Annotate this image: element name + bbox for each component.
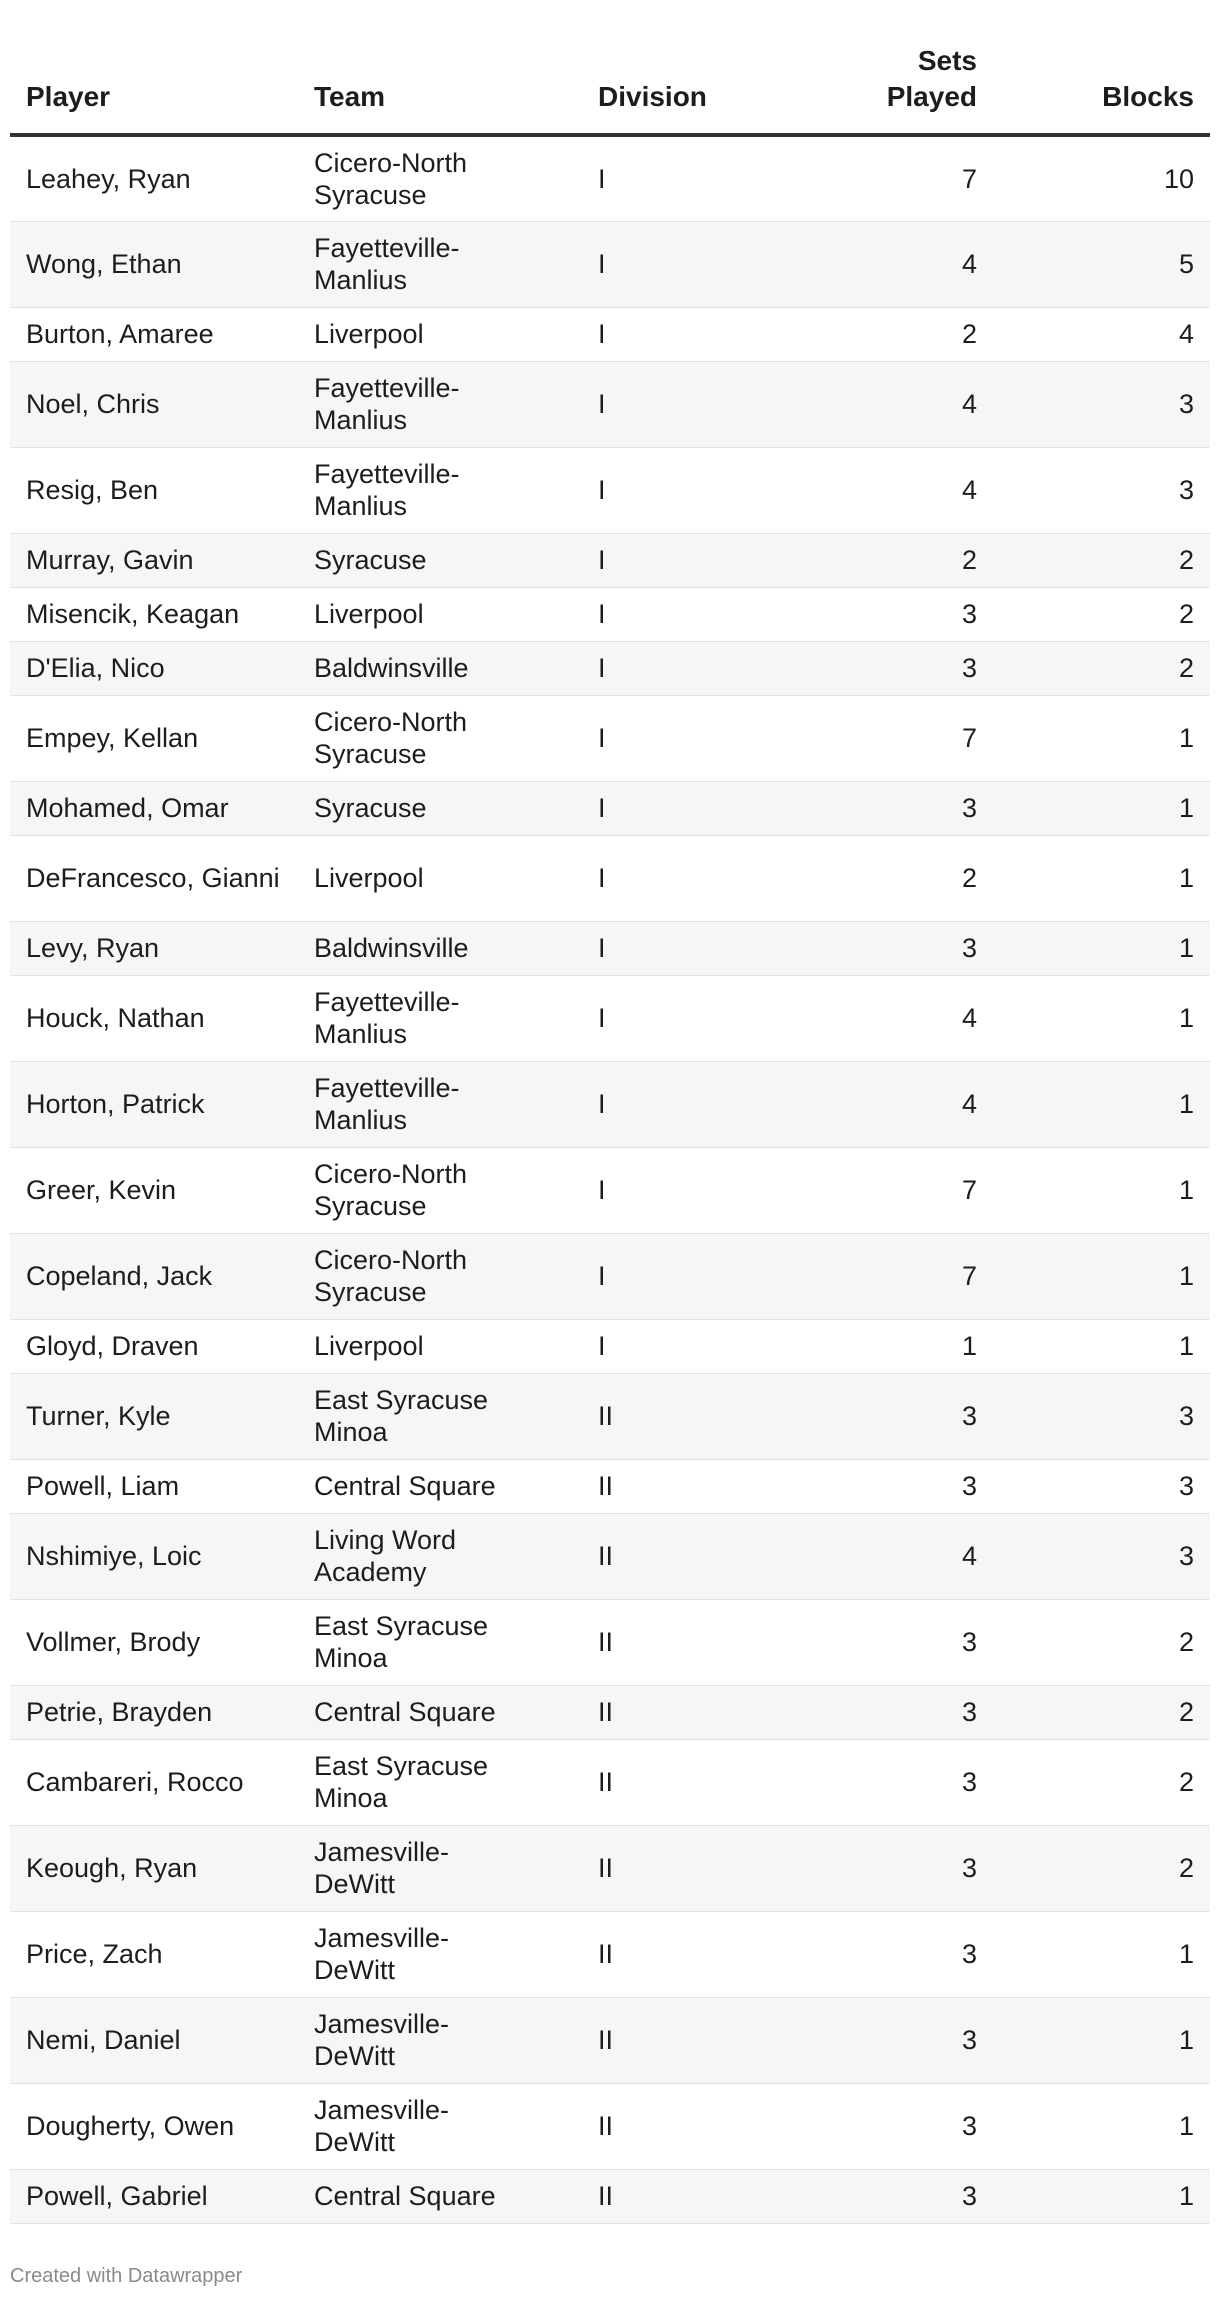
table-row — [10, 1147, 1210, 1233]
player-cell: Leahey, Ryan — [10, 135, 298, 221]
sets-played-cell: 2 — [742, 533, 993, 587]
sets-played-cell: 3 — [742, 921, 993, 975]
blocks-cell: 3 — [993, 361, 1210, 447]
table-row — [10, 1739, 1210, 1825]
blocks-cell: 2 — [993, 1685, 1210, 1739]
blocks-cell: 1 — [993, 1147, 1210, 1233]
blocks-stats-table — [10, 0, 1210, 2224]
datawrapper-credit[interactable]: Created with Datawrapper — [10, 2265, 243, 2287]
player-cell: Resig, Ben — [10, 447, 298, 533]
division-cell: I — [582, 1147, 742, 1233]
sets-played-cell: 7 — [742, 695, 993, 781]
sets-played-cell: 2 — [742, 307, 993, 361]
sets-played-cell: 7 — [742, 1147, 993, 1233]
division-cell: II — [582, 1685, 742, 1739]
blocks-cell: 2 — [993, 641, 1210, 695]
division-cell: II — [582, 1997, 742, 2083]
table-row — [10, 695, 1210, 781]
player-cell: Turner, Kyle — [10, 1373, 298, 1459]
team-cell: Liverpool — [298, 307, 582, 361]
team-cell: Fayetteville- Manlius — [298, 361, 582, 447]
player-cell: Noel, Chris — [10, 361, 298, 447]
division-cell: I — [582, 135, 742, 221]
player-cell: Empey, Kellan — [10, 695, 298, 781]
division-cell: II — [582, 1513, 742, 1599]
header-division[interactable]: Division — [582, 0, 742, 135]
table-row — [10, 921, 1210, 975]
player-cell: Nemi, Daniel — [10, 1997, 298, 2083]
division-cell: II — [582, 1373, 742, 1459]
sets-played-cell: 4 — [742, 221, 993, 307]
division-cell: I — [582, 975, 742, 1061]
table-row — [10, 307, 1210, 361]
sets-played-cell: 2 — [742, 835, 993, 921]
player-cell: Copeland, Jack — [10, 1233, 298, 1319]
sets-played-cell: 3 — [742, 1911, 993, 1997]
blocks-cell: 2 — [993, 533, 1210, 587]
table-row — [10, 2169, 1210, 2223]
header-team[interactable]: Team — [298, 0, 582, 135]
team-cell: Fayetteville- Manlius — [298, 447, 582, 533]
division-cell: I — [582, 361, 742, 447]
division-cell: I — [582, 1233, 742, 1319]
sets-played-cell: 3 — [742, 781, 993, 835]
sets-played-cell: 7 — [742, 135, 993, 221]
table-row — [10, 447, 1210, 533]
blocks-cell: 1 — [993, 1997, 1210, 2083]
sets-played-cell: 4 — [742, 1061, 993, 1147]
division-cell: I — [582, 307, 742, 361]
sets-played-cell: 4 — [742, 447, 993, 533]
player-cell: Mohamed, Omar — [10, 781, 298, 835]
team-cell: Cicero-North Syracuse — [298, 1147, 582, 1233]
sets-played-cell: 4 — [742, 975, 993, 1061]
team-cell: Liverpool — [298, 587, 582, 641]
player-cell: Wong, Ethan — [10, 221, 298, 307]
header-row — [10, 0, 1210, 135]
team-cell: Liverpool — [298, 835, 582, 921]
division-cell: I — [582, 533, 742, 587]
sets-played-cell: 4 — [742, 361, 993, 447]
player-cell: Levy, Ryan — [10, 921, 298, 975]
blocks-cell: 2 — [993, 1825, 1210, 1911]
blocks-cell: 2 — [993, 1739, 1210, 1825]
division-cell: I — [582, 447, 742, 533]
division-cell: II — [582, 2083, 742, 2169]
division-cell: I — [582, 221, 742, 307]
player-cell: Vollmer, Brody — [10, 1599, 298, 1685]
table-row — [10, 1997, 1210, 2083]
blocks-cell: 1 — [993, 835, 1210, 921]
blocks-cell: 2 — [993, 587, 1210, 641]
sets-played-cell: 3 — [742, 1739, 993, 1825]
team-cell: Central Square — [298, 2169, 582, 2223]
division-cell: II — [582, 2169, 742, 2223]
team-cell: Jamesville- DeWitt — [298, 2083, 582, 2169]
blocks-cell: 3 — [993, 1459, 1210, 1513]
sets-played-cell: 3 — [742, 587, 993, 641]
sets-played-cell: 3 — [742, 1459, 993, 1513]
player-cell: Gloyd, Draven — [10, 1319, 298, 1373]
table-row — [10, 1685, 1210, 1739]
table-row — [10, 781, 1210, 835]
header-sets-played-line1: Sets — [917, 45, 977, 76]
player-cell: Dougherty, Owen — [10, 2083, 298, 2169]
table-row — [10, 1513, 1210, 1599]
team-cell: Liverpool — [298, 1319, 582, 1373]
blocks-cell: 1 — [993, 2083, 1210, 2169]
sets-played-cell: 1 — [742, 1319, 993, 1373]
table-row — [10, 1319, 1210, 1373]
table-row — [10, 533, 1210, 587]
team-cell: Living Word Academy — [298, 1513, 582, 1599]
blocks-cell: 1 — [993, 2169, 1210, 2223]
table-row — [10, 361, 1210, 447]
player-cell: Nshimiye, Loic — [10, 1513, 298, 1599]
division-cell: I — [582, 641, 742, 695]
sets-played-cell: 3 — [742, 1599, 993, 1685]
blocks-cell: 10 — [993, 135, 1210, 221]
blocks-cell: 5 — [993, 221, 1210, 307]
team-cell: Fayetteville- Manlius — [298, 221, 582, 307]
table-row — [10, 1233, 1210, 1319]
header-sets-played-line2: Played — [886, 81, 977, 112]
blocks-cell: 1 — [993, 695, 1210, 781]
sets-played-cell: 3 — [742, 1685, 993, 1739]
division-cell: II — [582, 1825, 742, 1911]
player-cell: Powell, Gabriel — [10, 2169, 298, 2223]
table-body — [10, 135, 1210, 2223]
division-cell: I — [582, 695, 742, 781]
sets-played-cell: 3 — [742, 1373, 993, 1459]
sets-played-cell: 3 — [742, 2169, 993, 2223]
division-cell: II — [582, 1459, 742, 1513]
team-cell: Cicero-North Syracuse — [298, 695, 582, 781]
division-cell: II — [582, 1599, 742, 1685]
table-row — [10, 221, 1210, 307]
header-blocks[interactable]: Blocks — [993, 0, 1210, 135]
team-cell: Central Square — [298, 1685, 582, 1739]
player-cell: DeFrancesco, Gianni — [10, 835, 298, 921]
player-cell: Price, Zach — [10, 1911, 298, 1997]
blocks-cell: 3 — [993, 447, 1210, 533]
table-row — [10, 1825, 1210, 1911]
table-header — [10, 0, 1210, 135]
division-cell: I — [582, 835, 742, 921]
table-row — [10, 2083, 1210, 2169]
table-row — [10, 1061, 1210, 1147]
blocks-cell: 1 — [993, 975, 1210, 1061]
player-cell: Murray, Gavin — [10, 533, 298, 587]
team-cell: East Syracuse Minoa — [298, 1373, 582, 1459]
blocks-cell: 1 — [993, 1061, 1210, 1147]
division-cell: I — [582, 1061, 742, 1147]
sets-played-cell: 4 — [742, 1513, 993, 1599]
table-row — [10, 587, 1210, 641]
team-cell: Cicero-North Syracuse — [298, 135, 582, 221]
blocks-cell: 1 — [993, 781, 1210, 835]
team-cell: Fayetteville- Manlius — [298, 1061, 582, 1147]
division-cell: I — [582, 587, 742, 641]
division-cell: II — [582, 1911, 742, 1997]
player-cell: Burton, Amaree — [10, 307, 298, 361]
blocks-cell: 4 — [993, 307, 1210, 361]
team-cell: Baldwinsville — [298, 921, 582, 975]
table-row — [10, 641, 1210, 695]
sets-played-cell: 3 — [742, 641, 993, 695]
team-cell: East Syracuse Minoa — [298, 1599, 582, 1685]
division-cell: I — [582, 1319, 742, 1373]
table-row — [10, 835, 1210, 921]
team-cell: Jamesville- DeWitt — [298, 1997, 582, 2083]
team-cell: Syracuse — [298, 533, 582, 587]
team-cell: Jamesville- DeWitt — [298, 1825, 582, 1911]
team-cell: Central Square — [298, 1459, 582, 1513]
table-row — [10, 1459, 1210, 1513]
player-cell: Horton, Patrick — [10, 1061, 298, 1147]
player-cell: Houck, Nathan — [10, 975, 298, 1061]
sets-played-cell: 7 — [742, 1233, 993, 1319]
blocks-cell: 3 — [993, 1373, 1210, 1459]
table-row — [10, 1911, 1210, 1997]
header-sets-played[interactable] — [742, 0, 993, 135]
division-cell: II — [582, 1739, 742, 1825]
team-cell: Fayetteville- Manlius — [298, 975, 582, 1061]
sets-played-cell: 3 — [742, 1825, 993, 1911]
sets-played-cell: 3 — [742, 2083, 993, 2169]
division-cell: I — [582, 921, 742, 975]
sets-played-cell: 3 — [742, 1997, 993, 2083]
team-cell: Baldwinsville — [298, 641, 582, 695]
team-cell: East Syracuse Minoa — [298, 1739, 582, 1825]
table-row — [10, 135, 1210, 221]
division-cell: I — [582, 781, 742, 835]
blocks-cell: 3 — [993, 1513, 1210, 1599]
player-cell: Keough, Ryan — [10, 1825, 298, 1911]
team-cell: Syracuse — [298, 781, 582, 835]
stats-table-container — [10, 0, 1210, 2224]
blocks-cell: 1 — [993, 1319, 1210, 1373]
player-cell: Greer, Kevin — [10, 1147, 298, 1233]
table-row — [10, 975, 1210, 1061]
blocks-cell: 1 — [993, 1911, 1210, 1997]
table-row — [10, 1373, 1210, 1459]
player-cell: Cambareri, Rocco — [10, 1739, 298, 1825]
player-cell: Powell, Liam — [10, 1459, 298, 1513]
blocks-cell: 2 — [993, 1599, 1210, 1685]
team-cell: Jamesville- DeWitt — [298, 1911, 582, 1997]
player-cell: Petrie, Brayden — [10, 1685, 298, 1739]
blocks-cell: 1 — [993, 921, 1210, 975]
table-row — [10, 1599, 1210, 1685]
header-player[interactable]: Player — [10, 0, 298, 135]
player-cell: Misencik, Keagan — [10, 587, 298, 641]
blocks-cell: 1 — [993, 1233, 1210, 1319]
player-cell: D'Elia, Nico — [10, 641, 298, 695]
team-cell: Cicero-North Syracuse — [298, 1233, 582, 1319]
